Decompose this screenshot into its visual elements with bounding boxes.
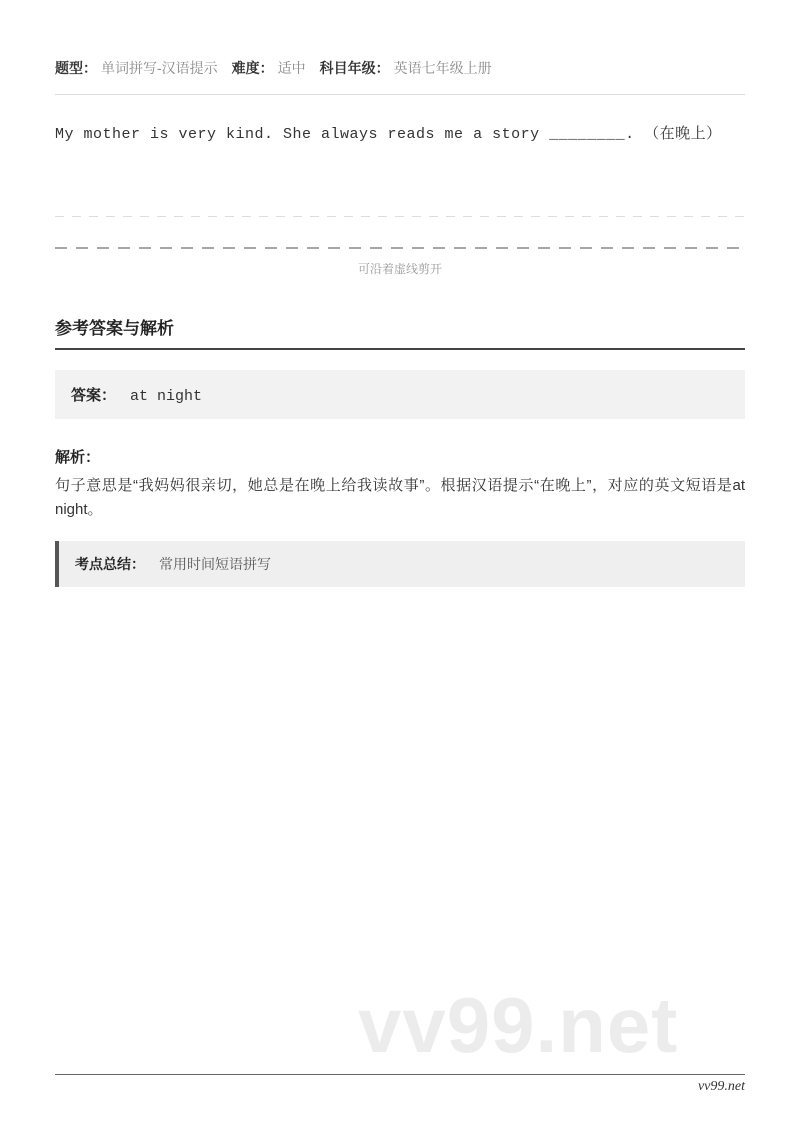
analysis-label: 解析： [55,449,101,466]
keypoint-summary-box [55,541,745,587]
keypoint-value: 常用时间短语拼写 [159,556,271,572]
difficulty-label: 难度： [231,60,274,76]
dashed-separator-cut [55,247,745,249]
keypoint-label: 考点总结： [75,556,145,572]
difficulty-value: 适中 [277,60,306,76]
answer-label: 答案： [71,387,117,404]
question-type-label: 题型： [55,60,97,76]
page-content [55,0,745,587]
question-meta-bar [55,0,745,95]
answer-section-heading: 参考答案与解析 [55,314,745,350]
watermark-text: vv99.net [358,981,679,1069]
question-text: My mother is very kind. She always reads me a story ________. （在晚上） [55,126,722,143]
dashed-separator-light [55,216,745,217]
answer-value: at night [130,388,203,405]
subject-grade-label: 科目年级： [319,60,390,76]
footer-brand-text: vv99.net [697,1079,745,1094]
cut-hint-text: 可沿着虚线剪开 [357,262,442,276]
analysis-text: 句子意思是“我妈妈很亲切，她总是在晚上给我读故事”。根据汉语提示“在晚上”，对应的英文短语是at night。 [55,477,745,518]
answer-box [55,370,745,419]
page-footer [55,1074,745,1095]
question-type-value: 单词拼写-汉语提示 [101,60,218,76]
subject-grade-value: 英语七年级上册 [393,60,492,76]
